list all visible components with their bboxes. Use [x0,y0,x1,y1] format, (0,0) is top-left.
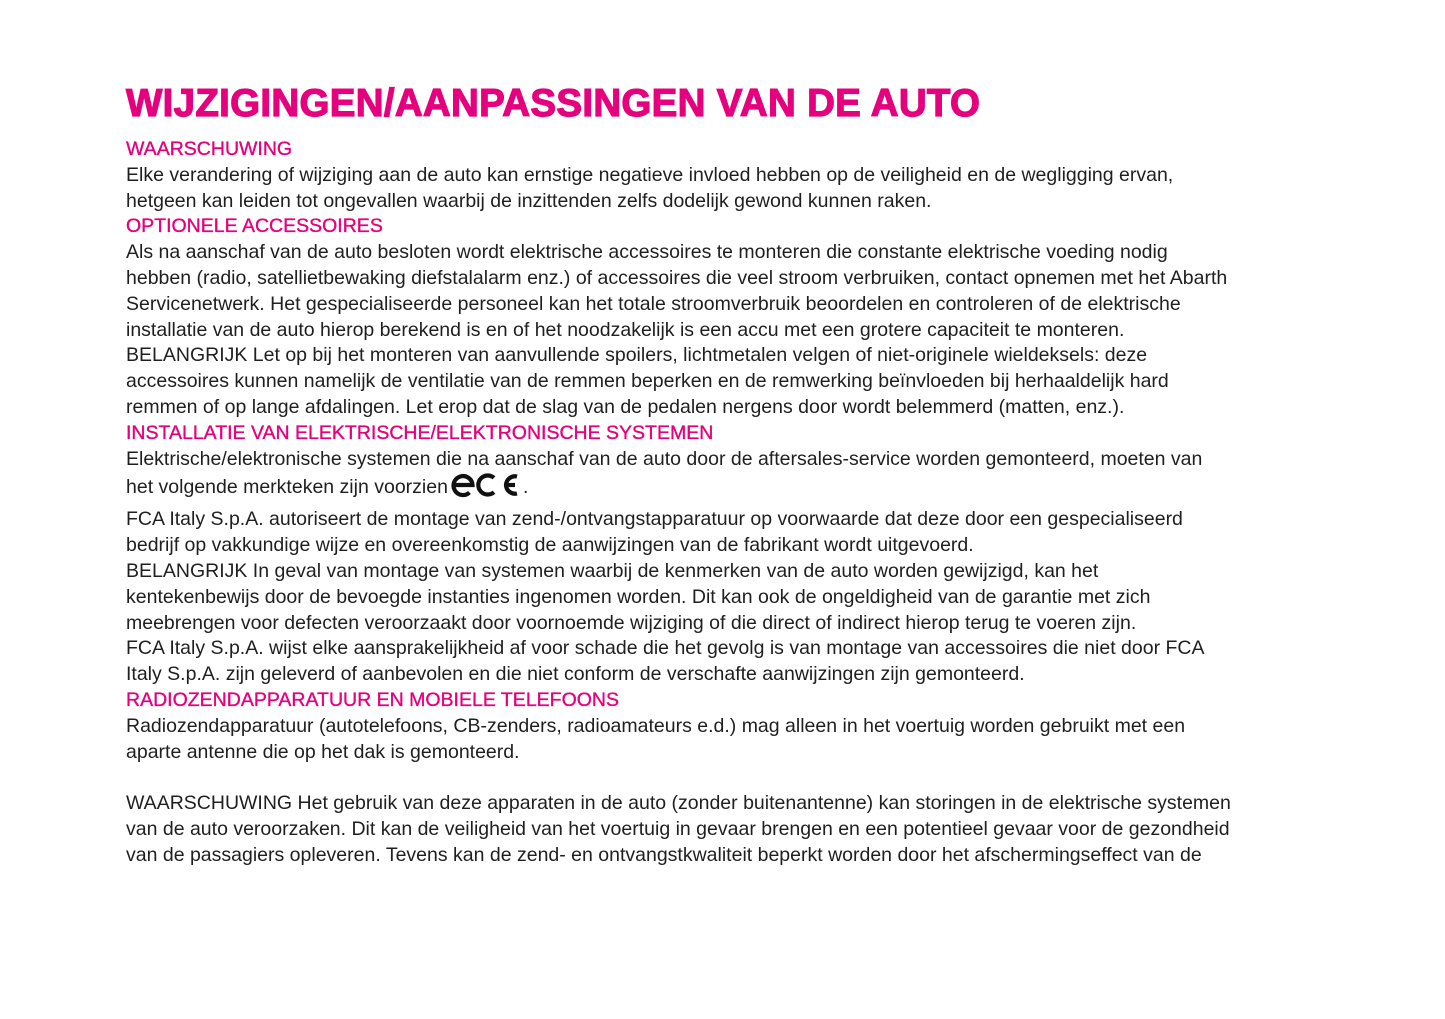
text-line: meebrengen voor defecten veroorzaakt door voornoemde wijziging of die direct of indirect hierop terug te voeren zijn. [126,611,1137,634]
paragraph [126,507,1306,559]
section-heading: INSTALLATIE VAN ELEKTRISCHE/ELEKTRONISCHE SYSTEMEN [126,421,714,444]
text-line: installatie van de auto hierop berekend is en of het noodzakelijk is een accu met een grotere capaciteit te monteren. [126,318,1125,341]
paragraph-important [126,343,1306,420]
text-line: Radiozendapparatuur (autotelefoons, CB-zenders, radioamateurs e.d.) mag alleen in het voertuig worden gebruikt met een [126,714,1186,737]
text-line: van de auto veroorzaken. Dit kan de veiligheid van het voertuig in gevaar brengen en een potentieel gevaar voor de gezondheid [126,818,1230,841]
text-line: hebben (radio, satellietbewaking diefstalalarm enz.) of accessoires die veel stroom verbruiken, contact opnemen met het Abarth [126,266,1228,289]
section-warning [126,137,1306,214]
text-line: accessoires kunnen namelijk de ventilatie van de remmen beperken en de remwerking beïnvloeden bij herhaaldelijk hard [126,370,1169,393]
text-line: bedrijf op vakkundige wijze en overeenkomstig de aanwijzingen van de fabrikant wordt uitgevoerd. [126,534,974,557]
text-line: WAARSCHUWING Het gebruik van deze apparaten in de auto (zonder buitenantenne) kan storingen in de elektrische systemen [126,792,1231,815]
text-line-with-mark [126,472,1306,507]
paragraph [126,163,1306,215]
paragraph [126,714,1306,766]
text-line: hetgeen kan leiden tot ongevallen waarbij de inzittenden zelfs dodelijk gewond kunnen raken. [126,189,932,212]
paragraph-warning [126,791,1306,868]
section-heading: RADIOZENDAPPARATUUR EN MOBIELE TELEFOONS [126,688,620,711]
section-heading: OPTIONELE ACCESSOIRES [126,215,383,238]
text-line: Als na aanschaf van de auto besloten wordt elektrische accessoires te monteren die constante elektrische voeding nodig [126,241,1168,264]
text-line: Elke verandering of wijziging aan de auto kan ernstige negatieve invloed hebben op de veiligheid en de wegligging ervan, [126,163,1174,186]
paragraph [126,240,1306,343]
section-electrical-installation [126,421,1306,688]
page-title: WIJZIGINGEN/AANPASSINGEN VAN DE AUTO [126,82,981,125]
section-heading: WAARSCHUWING [126,138,293,160]
text-line: FCA Italy S.p.A. autoriseert de montage van zend-/ontvangstapparatuur op voorwaarde dat deze door een gespecialiseerd [126,508,1183,531]
text-line: Italy S.p.A. zijn geleverd of aanbevolen en die niet conform de verschafte aanwijzingen zijn gemonteerd. [126,663,1025,686]
text-line: Elektrische/elektronische systemen die na aanschaf van de auto door de aftersales-service worden gemonteerd, moeten van [126,447,1203,470]
text-line: het volgende merkteken zijn voorzien [126,476,448,499]
text-line: Servicenetwerk. Het gespecialiseerde personeel kan het totale stroomverbruik beoordelen en controleren of de elektrische [126,292,1181,315]
paragraph [126,447,1306,508]
text-line: BELANGRIJK Let op bij het monteren van aanvullende spoilers, lichtmetalen velgen of niet-originele wieldeksels: deze [126,344,1148,367]
paragraph [126,636,1306,688]
text-line: FCA Italy S.p.A. wijst elke aansprakelijkheid af voor schade die het gevolg is van montage van accessoires die niet door FCA [126,637,1205,660]
paragraph-important [126,559,1306,636]
text-line: BELANGRIJK In geval van montage van systemen waarbij de kenmerken van de auto worden gewijzigd, kan het [126,559,1099,582]
section-optional-accessories [126,214,1306,420]
document-page [126,82,1306,869]
section-radio-equipment [126,688,1306,869]
text-line: aparte antenne die op het dak is gemonteerd. [126,740,520,763]
ece-mark-icon [451,472,523,507]
spacer [126,765,1306,791]
text-line: van de passagiers opleveren. Tevens kan de zend- en ontvangstkwaliteit beperkt worden door het afschermingseffect van de [126,843,1202,866]
text-line: kentekenbewijs door de bevoegde instanties ingenomen worden. Dit kan ook de ongeldigheid van de garantie met zich [126,585,1151,608]
mark-suffix: . [522,476,529,499]
text-line: remmen of op lange afdalingen. Let erop dat de slag van de pedalen nergens door wordt belemmerd (matten, enz.). [126,395,1125,418]
